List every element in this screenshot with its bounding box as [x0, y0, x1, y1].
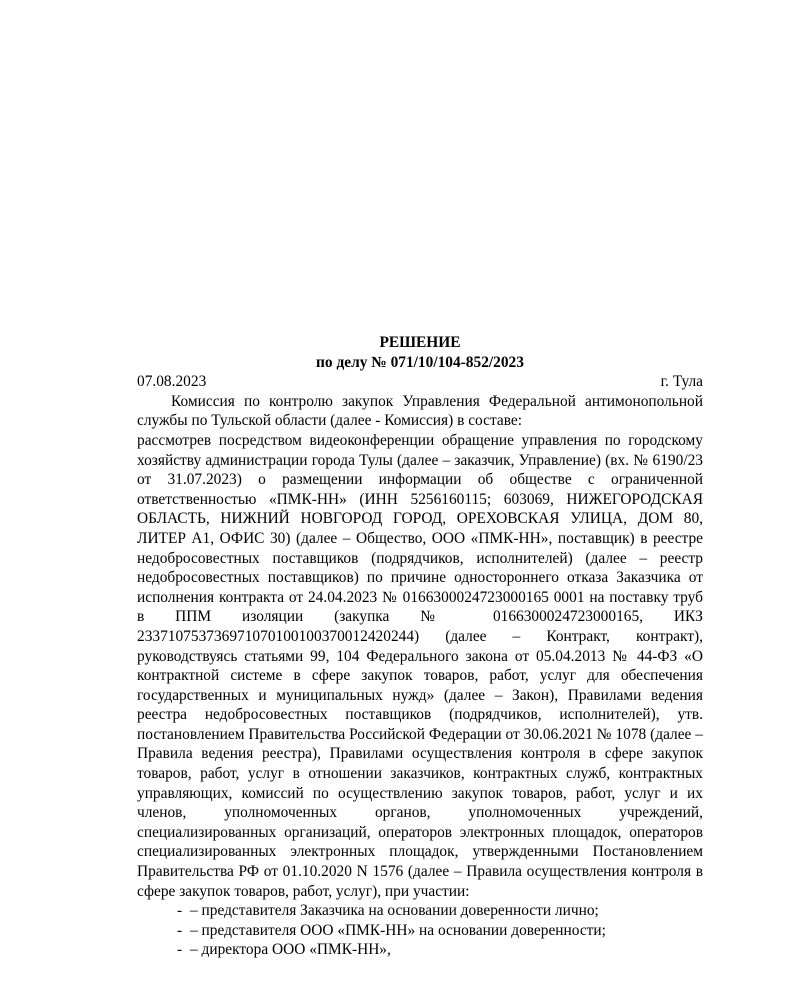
list-bullet: -	[177, 941, 183, 959]
body-paragraph: рассмотрев посредством видеоконференции обращение управления по городскому хозяйству администрации города Тулы (далее – заказчик, Управление) (вх. № 6190/23 от 31.07.2023) о размещении информации об обществе с ограниченной ответственностью «ПМК-НН» (ИНН 5256160115; 603069, НИЖЕГОРОДСКАЯ ОБЛАСТЬ, НИЖНИЙ НОВГОРОД ГОРОД, ОРЕХОВСКАЯ УЛИЦА, ДОМ 80, ЛИТЕР А1, ОФИС 30) (далее – Общество, ООО «ПМК-НН», поставщик) в реестре недобросовестных поставщиков (подрядчиков, исполнителей) (далее – реестр недобросовестных поставщиков) по причине одностороннего отказа Заказчика от исполнения контракта от 24.04.2023 № 0166300024723000165 0001 на поставку труб в ППМ изоляции (закупка № 0166300024723000165, ИКЗ 233710753736971070100100370012420244) (далее – Контракт, контракт), руководствуясь статьями 99, 104 Федерального закона от 05.04.2013 № 44-ФЗ «О контрактной системе в сфере закупок товаров, работ, услуг для обеспечения государственных и муниципальных нужд» (далее – Закон), Правилами ведения реестра недобросовестных поставщиков (подрядчиков, исполнителей), утв. постановлением Правительства Российской Федерации от 30.06.2021 № 1078 (далее – Правила ведения реестра), Правилами осуществления контроля в сфере закупок товаров, работ, услуг в отношении заказчиков, контрактных служб, контрактных управляющих, комиссий по осуществлению закупок товаров, работ, услуг и их членов, уполномоченных органов, уполномоченных учреждений, специализированных организаций, операторов электронных площадок, операторов специализированных электронных площадок, утвержденными Постановлением Правительства РФ от 01.10.2020 N 1576 (далее – Правила осуществления контроля в сфере закупок товаров, работ, услуг), при участии:	[137, 431, 703, 900]
document-page	[137, 333, 703, 960]
list-bullet: -	[177, 921, 183, 939]
date-city-row	[137, 372, 703, 392]
participant-text: – директора ООО «ПМК-НН»,	[190, 941, 391, 959]
list-bullet: -	[177, 902, 183, 920]
document-date: 07.08.2023	[137, 373, 207, 391]
participant-text: – представителя Заказчика на основании доверенности лично;	[190, 902, 599, 920]
list-item	[177, 921, 703, 941]
list-item	[177, 940, 703, 960]
case-number: по делу № 071/10/104-852/2023	[316, 353, 524, 371]
document-title: РЕШЕНИЕ	[379, 334, 461, 351]
participant-text: – представителя ООО «ПМК-НН» на основании доверенности;	[190, 921, 606, 939]
list-item	[177, 901, 703, 921]
intro-paragraph: Комиссия по контролю закупок Управления Федеральной антимонопольной службы по Тульской области (далее - Комиссия) в составе:	[137, 392, 703, 430]
participants-list	[137, 901, 703, 960]
document-city: г. Тула	[660, 373, 703, 391]
